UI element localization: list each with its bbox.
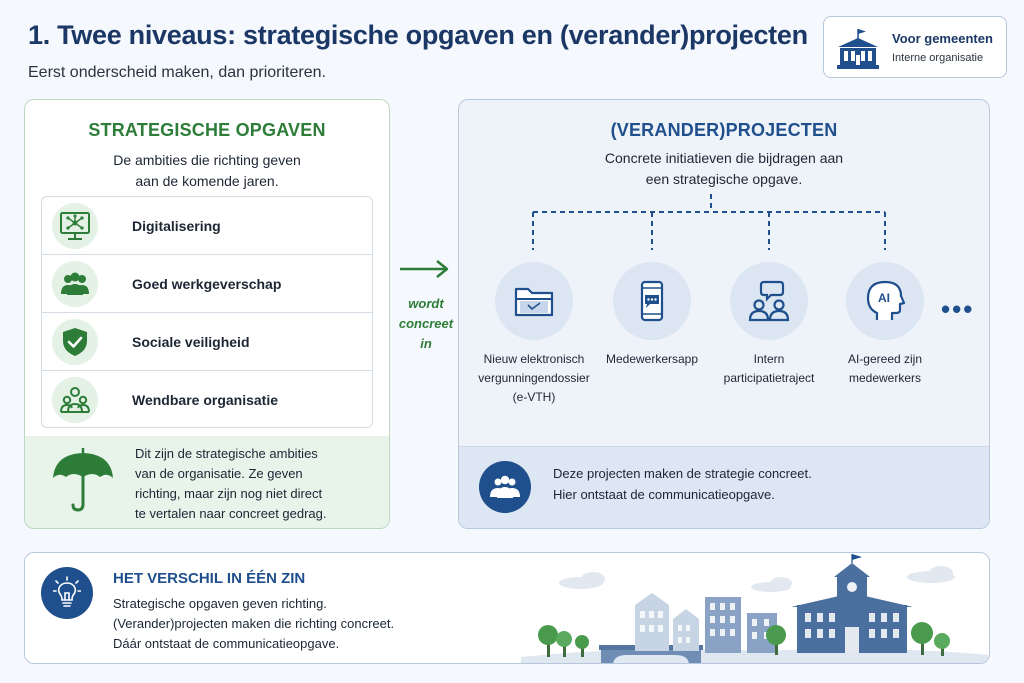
footer-line: te vertalen naar concreet gedrag.: [135, 506, 327, 521]
project-label-line: Medewerkersapp: [605, 352, 699, 366]
group-icon: [479, 461, 531, 513]
audience-badge: [823, 16, 1007, 78]
goal-label: Goed werkgeverschap: [132, 276, 282, 292]
footer-line: Hier ontstaat de communicatieopgave.: [553, 487, 775, 502]
shield-check-icon: [52, 319, 98, 365]
goal-label: Sociale veiligheid: [132, 334, 250, 350]
digital-network-icon: [52, 203, 98, 249]
umbrella-icon: [51, 446, 115, 521]
project-label-line: participatietraject: [723, 371, 815, 385]
connector-line: wordt: [408, 296, 444, 311]
strategic-goals-description: [25, 150, 389, 192]
city-skyline-illustration: [521, 553, 989, 664]
project-item-evth: [469, 262, 599, 407]
connector-label: [392, 294, 460, 354]
badge-title: Voor gemeenten: [892, 31, 993, 46]
project-tree-connector: [459, 192, 990, 256]
projects-panel: [458, 99, 990, 529]
agile-team-icon: [52, 377, 98, 423]
project-icon-circle: [613, 262, 691, 340]
strategic-goals-list: [41, 196, 373, 428]
project-icon-circle: [730, 262, 808, 340]
goal-item-wendbaar: [42, 371, 372, 429]
goal-item-veiligheid: [42, 313, 372, 371]
description-line: een strategische opgave.: [645, 171, 803, 187]
summary-line: Dáár ontstaat de communicatieopgave.: [113, 636, 340, 651]
projects-footer-text: [553, 463, 812, 505]
footer-line: Deze projecten maken de strategie concreet.: [553, 466, 812, 481]
badge-subtitle: Interne organisatie: [892, 52, 984, 64]
project-label-line: medewerkers: [848, 371, 922, 385]
projects-footer: [459, 446, 989, 529]
project-label-line: Intern: [753, 352, 785, 366]
summary-heading: HET VERSCHIL IN ÉÉN ZIN: [113, 570, 306, 587]
summary-panel: [24, 552, 990, 664]
strategic-goals-footer: [25, 436, 389, 529]
arrow-right-icon: [398, 258, 450, 285]
project-label: [704, 350, 834, 388]
people-group-icon: [52, 261, 98, 307]
projects-description: [459, 148, 989, 190]
project-label-line: (e-VTH): [512, 390, 556, 404]
footer-line: richting, maar zijn nog niet direct: [135, 486, 323, 501]
strategic-goals-footer-text: [135, 444, 355, 524]
footer-line: van de organisatie. Ze geven: [135, 466, 303, 481]
project-label: [587, 350, 717, 369]
project-label: [820, 350, 950, 388]
page-title: 1. Twee niveaus: strategische opgaven en (verander)projecten: [28, 20, 808, 50]
description-line: Concrete initiatieven die bijdragen aan: [604, 150, 844, 166]
project-item-medewerkersapp: [587, 262, 717, 369]
summary-line: Strategische opgaven geven richting.: [113, 596, 327, 611]
description-line: De ambities die richting geven: [113, 152, 301, 168]
project-label-line: AI-gereed zijn: [847, 352, 923, 366]
lightbulb-icon: [41, 567, 93, 619]
goal-label: Digitalisering: [132, 218, 221, 234]
ai-icon-text: AI: [878, 291, 890, 305]
project-label-line: Nieuw elektronisch: [483, 352, 585, 366]
goal-label: Wendbare organisatie: [132, 392, 279, 408]
projects-heading: (VERANDER)PROJECTEN: [610, 120, 838, 140]
footer-line: Dit zijn de strategische ambities: [135, 446, 318, 461]
goal-item-digitalisering: [42, 197, 372, 255]
town-hall-icon: [834, 27, 882, 76]
page-subtitle: Eerst onderscheid maken, dan prioriteren.: [28, 64, 326, 81]
strategic-goals-heading: STRATEGISCHE OPGAVEN: [88, 120, 326, 140]
project-item-participatie: [704, 262, 834, 388]
more-projects-ellipsis: •••: [941, 294, 975, 324]
project-icon-circle: [495, 262, 573, 340]
project-label-line: vergunningendossier: [478, 371, 590, 385]
strategic-goals-panel: [24, 99, 390, 529]
project-icon-circle: [846, 262, 924, 340]
connector-line: concreet in: [398, 316, 454, 351]
goal-item-werkgeverschap: [42, 255, 372, 313]
summary-line: (Verander)projecten maken die richting concreet.: [113, 616, 395, 631]
project-label: [469, 350, 599, 407]
description-line: aan de komende jaren.: [135, 173, 279, 189]
project-item-ai: [820, 262, 950, 388]
